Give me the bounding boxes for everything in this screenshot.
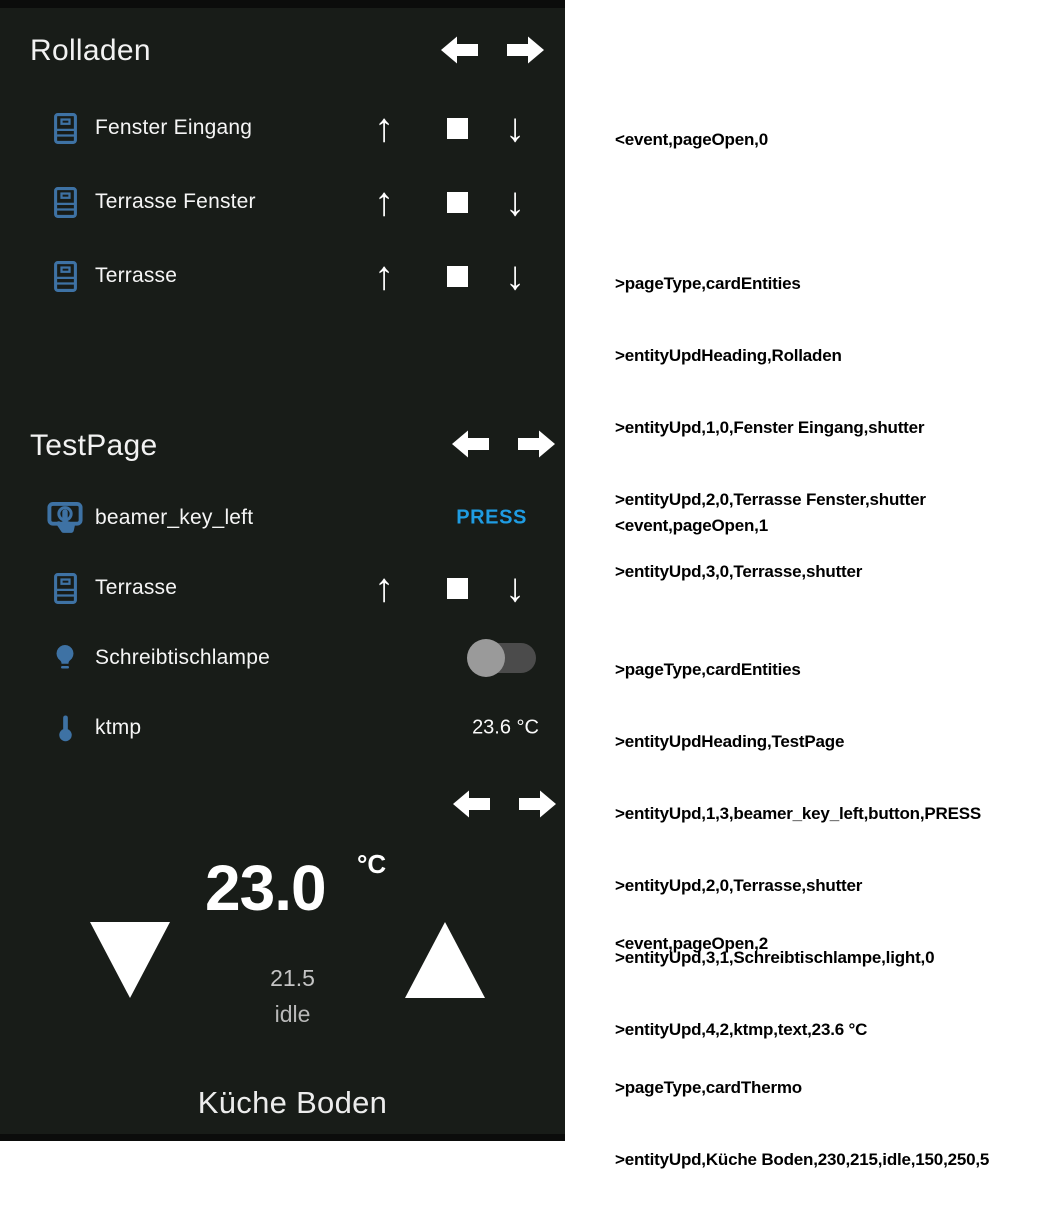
entity-label: Terrasse (95, 264, 178, 287)
shutter-stop-button[interactable] (437, 91, 477, 165)
shutter-up-button[interactable]: ↑ (364, 165, 404, 239)
command-line: >entityUpd,4,2,ktmp,text,23.6 °C (615, 1020, 868, 1039)
command-line: >entityUpd,1,3,beamer_key_left,button,PRESS (615, 804, 981, 823)
arrow-right-icon (507, 35, 545, 65)
entity-label: Terrasse (95, 576, 178, 599)
thermometer-icon (46, 714, 84, 743)
event-line: <event,pageOpen,2 (615, 934, 768, 953)
entity-label: beamer_key_left (95, 506, 254, 529)
annotation-gap (615, 586, 981, 610)
arrow-left-icon (451, 429, 489, 459)
shutter-down-button[interactable]: ↓ (495, 239, 535, 313)
window-shutter-icon (46, 260, 84, 293)
annotation-group-page2 (615, 884, 989, 1220)
nav-next-button[interactable] (519, 789, 557, 819)
stop-square-icon (447, 578, 468, 599)
shutter-down-button[interactable]: ↓ (495, 551, 535, 625)
lightbulb-icon (46, 642, 84, 675)
light-toggle-switch[interactable] (470, 643, 536, 673)
command-line: >entityUpd,2,0,Terrasse Fenster,shutter (615, 490, 926, 509)
target-temperature: 21.5 (270, 965, 315, 991)
window-shutter-icon (46, 186, 84, 219)
command-line: >entityUpd,Küche Boden,230,215,idle,150,250,5 (615, 1150, 990, 1169)
current-temperature: 23.0 (205, 852, 326, 924)
nav-prev-button[interactable] (451, 429, 489, 459)
annotation-gap (615, 200, 926, 224)
shutter-stop-button[interactable] (437, 239, 477, 313)
command-line: >pageType,cardEntities (615, 274, 801, 293)
command-line: >entityUpd,3,1,Schreibtischlampe,light,0 (615, 948, 935, 967)
window-shutter-icon (46, 572, 84, 605)
command-line: >entityUpd,3,0,Terrasse,shutter (615, 562, 863, 581)
nav-next-button[interactable] (518, 429, 556, 459)
entity-label: Schreibtischlampe (95, 646, 270, 669)
command-line: >pageType,cardThermo (615, 1078, 802, 1097)
event-line: <event,pageOpen,1 (615, 516, 768, 535)
shutter-up-button[interactable]: ↑ (364, 551, 404, 625)
shutter-down-button[interactable]: ↓ (495, 165, 535, 239)
temperature-unit: °C (357, 849, 387, 879)
command-line: >entityUpdHeading,Rolladen (615, 346, 842, 365)
sensor-value: 23.6 °C (472, 716, 539, 739)
nav-prev-button[interactable] (440, 35, 478, 65)
shutter-up-button[interactable]: ↑ (364, 91, 404, 165)
nav-prev-button[interactable] (452, 789, 490, 819)
arrow-right-icon (519, 789, 557, 819)
entity-label: Terrasse Fenster (95, 190, 256, 213)
card-heading: TestPage (30, 429, 158, 462)
toggle-knob (467, 639, 505, 677)
entity-row (0, 551, 565, 625)
event-line: <event,pageOpen,0 (615, 130, 768, 149)
command-line: >entityUpd,1,0,Fenster Eingang,shutter (615, 418, 925, 437)
entity-row (0, 239, 565, 313)
entity-row (0, 165, 565, 239)
stop-square-icon (447, 266, 468, 287)
press-button[interactable]: PRESS (456, 506, 527, 529)
entity-label: ktmp (95, 716, 142, 739)
shutter-up-button[interactable]: ↑ (364, 239, 404, 313)
arrow-left-icon (440, 35, 478, 65)
stop-square-icon (447, 192, 468, 213)
arrow-right-icon (518, 429, 556, 459)
screen-edge-top (0, 0, 565, 8)
command-line: >entityUpd,2,0,Terrasse,shutter (615, 876, 863, 895)
window-shutter-icon (46, 112, 84, 145)
screen-edge-bottom (0, 1134, 565, 1141)
command-line: >pageType,cardEntities (615, 660, 801, 679)
card-heading: Rolladen (30, 34, 151, 67)
arrow-left-icon (452, 789, 490, 819)
entity-row (0, 621, 565, 695)
entity-label: Fenster Eingang (95, 116, 253, 139)
gesture-tap-button-icon (46, 498, 84, 538)
shutter-down-button[interactable]: ↓ (495, 91, 535, 165)
thermo-title: Küche Boden (197, 1085, 388, 1120)
hvac-state: idle (274, 1001, 311, 1027)
command-line: >entityUpdHeading,TestPage (615, 732, 845, 751)
nav-next-button[interactable] (507, 35, 545, 65)
entity-row (0, 91, 565, 165)
stop-square-icon (447, 118, 468, 139)
shutter-stop-button[interactable] (437, 551, 477, 625)
entity-row (0, 691, 565, 765)
entity-row (0, 481, 565, 555)
annotation-gap (615, 1004, 989, 1028)
shutter-stop-button[interactable] (437, 165, 477, 239)
